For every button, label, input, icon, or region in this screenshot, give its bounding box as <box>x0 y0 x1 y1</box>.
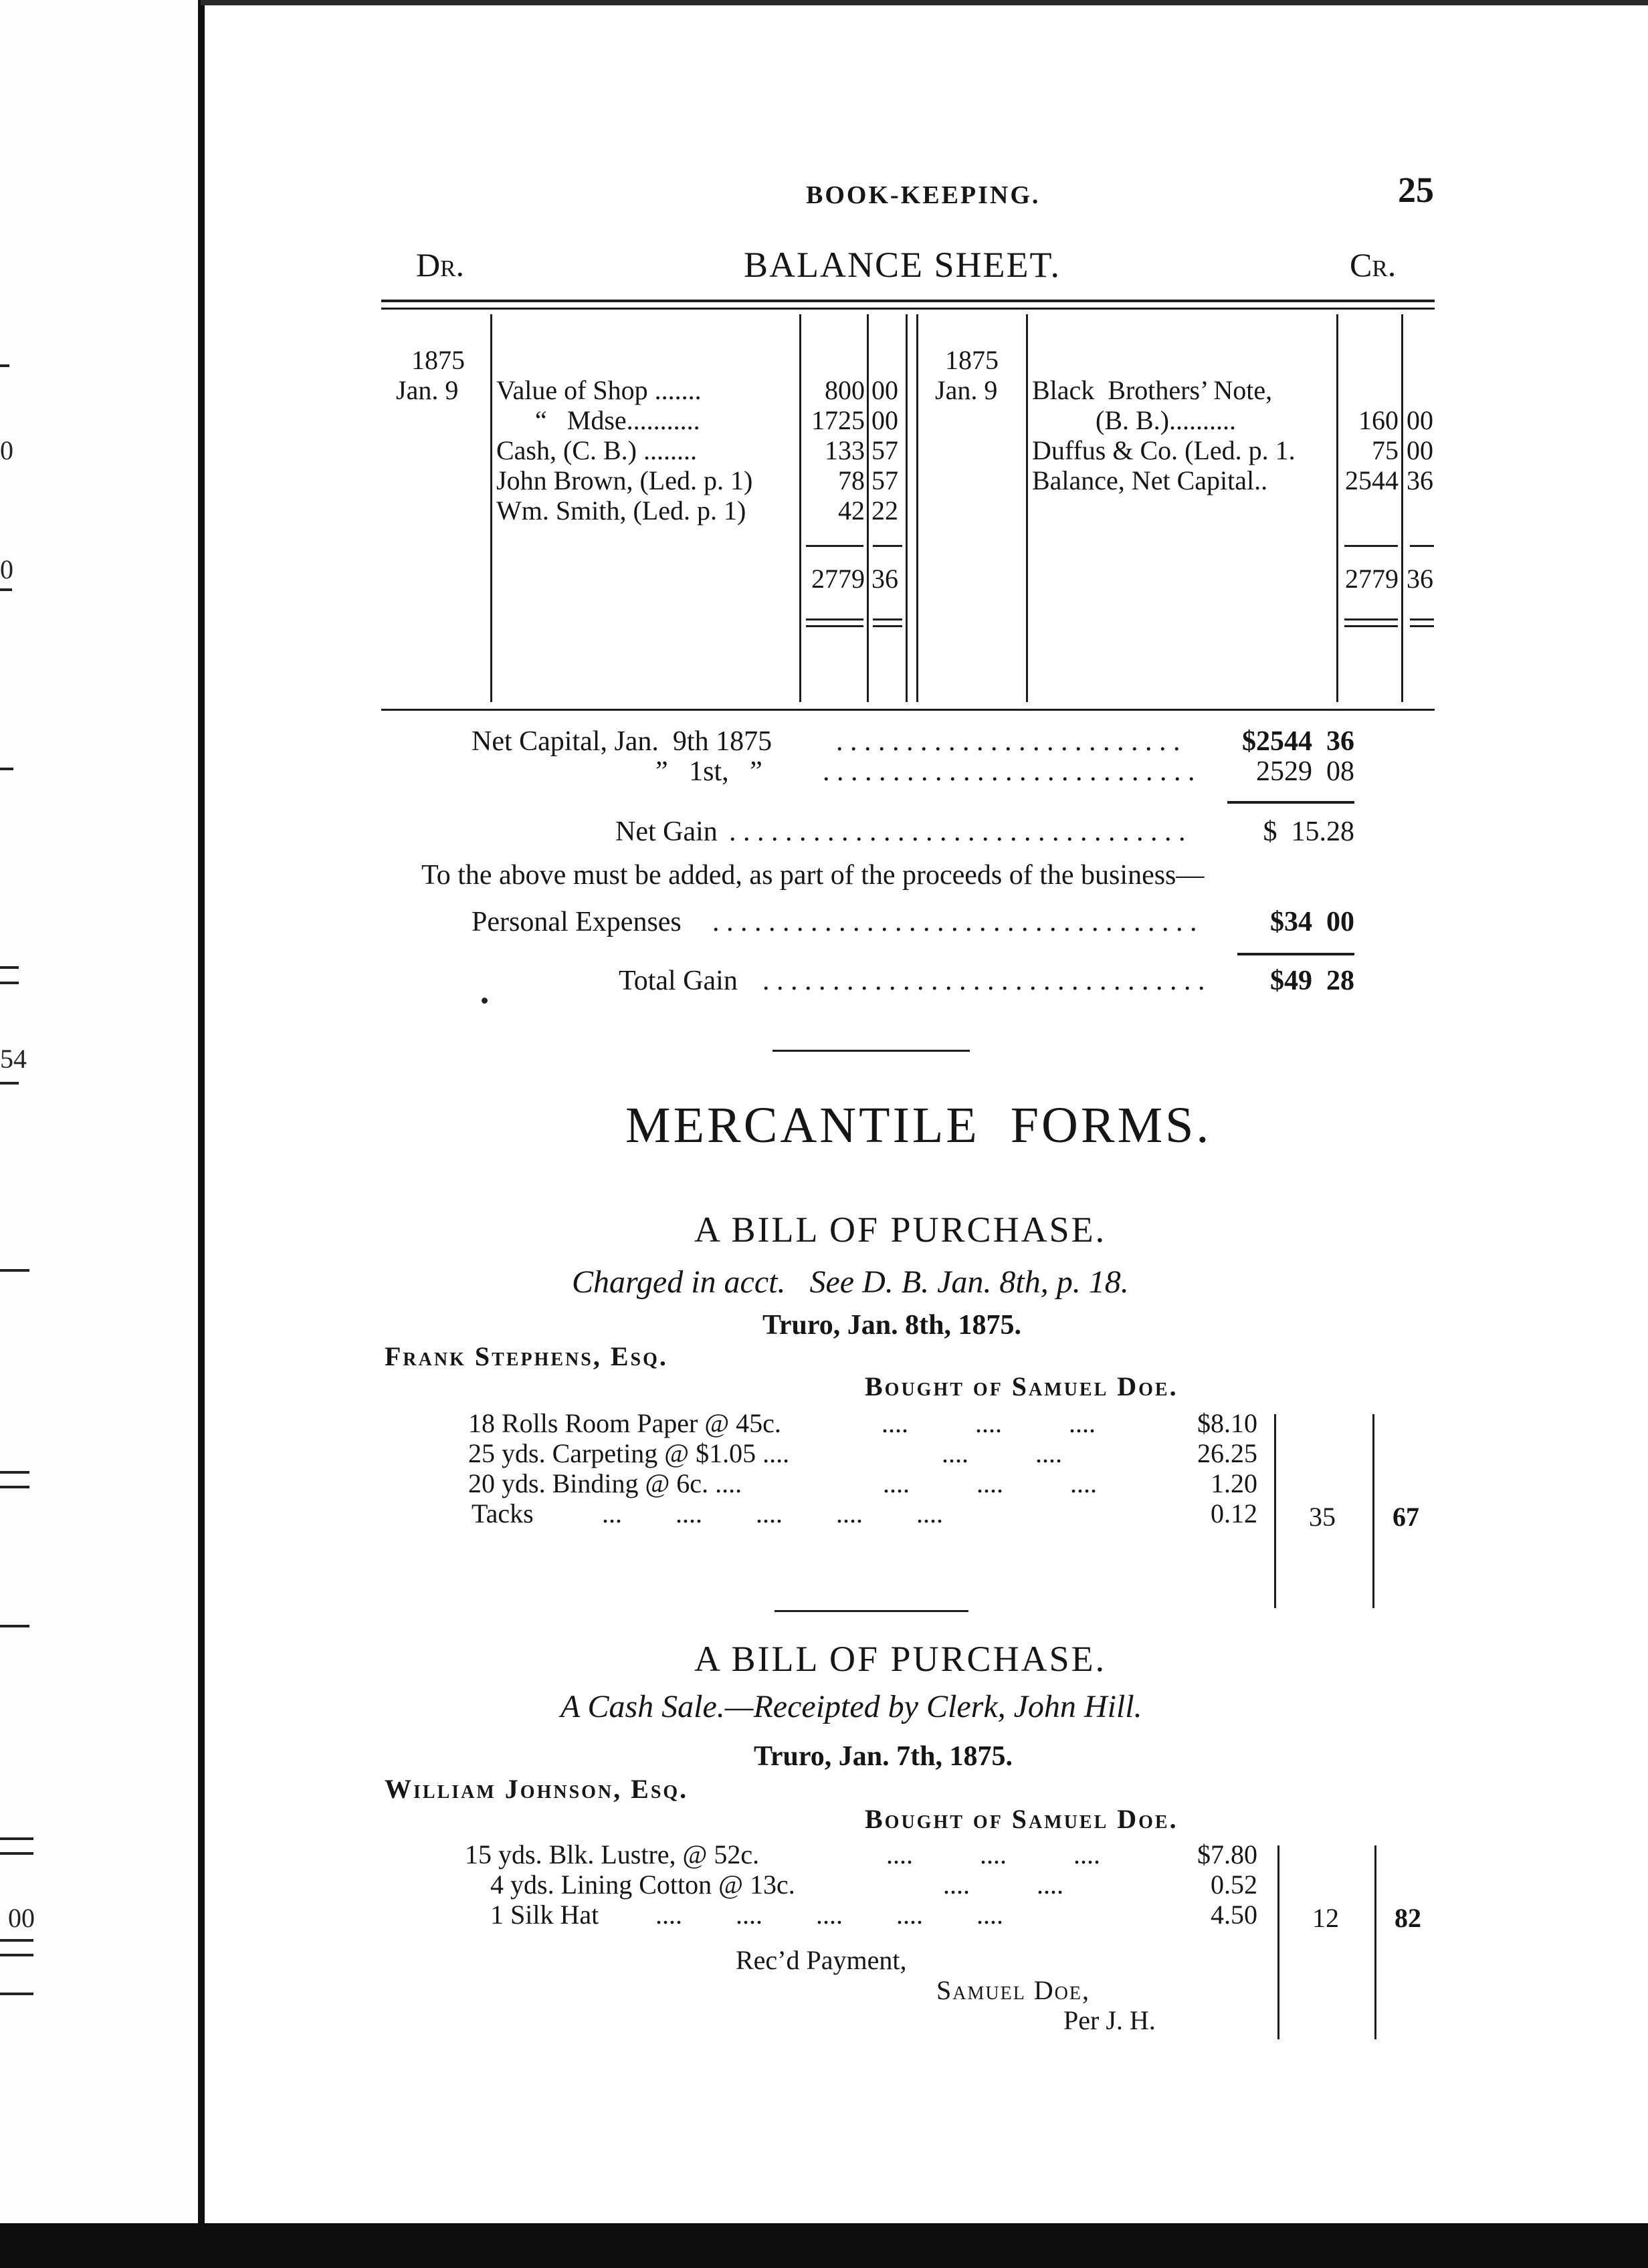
credit-entry-label: Balance, Net Capital.. <box>1032 465 1268 495</box>
credit-entry-cents: 00 <box>1407 435 1433 465</box>
sum-rule <box>1410 545 1434 547</box>
total-double-rule <box>1410 625 1434 627</box>
credit-date: Jan. 9 <box>935 375 998 405</box>
receipt-per: Per J. H. <box>1063 2005 1156 2035</box>
leader-dots: .... .... .... <box>883 1468 1097 1498</box>
margin-mark <box>0 1837 33 1840</box>
credit-entry-dollars: 160 <box>1358 405 1399 435</box>
credit-entry-cents: 00 <box>1407 405 1433 435</box>
bill-total-dollars: 35 <box>1309 1502 1336 1532</box>
bill-customer: William Johnson, Esq. <box>385 1774 689 1804</box>
bill-subtitle: Charged in acct. See D. B. Jan. 8th, p. 18. <box>572 1264 1129 1300</box>
sum-rule <box>1237 953 1354 955</box>
page-edge <box>198 0 205 2268</box>
bill-item-amount: 1.20 <box>1211 1468 1257 1498</box>
margin-mark <box>0 982 19 984</box>
top-edge <box>201 0 1648 5</box>
bill-item-amount: $8.10 <box>1197 1408 1257 1438</box>
table-top-rule <box>381 308 1435 310</box>
debit-entry-label: Value of Shop ....... <box>496 375 702 405</box>
total-double-rule <box>806 625 863 627</box>
margin-mark <box>0 1082 19 1085</box>
bill-total-cents: 82 <box>1395 1903 1421 1933</box>
net-capital-9th-value: $2544 36 <box>1242 726 1354 757</box>
margin-fragment: 00 <box>8 1903 35 1933</box>
debit-entry-cents: 22 <box>871 495 898 526</box>
bill-total-dollars: 12 <box>1312 1903 1339 1933</box>
net-gain-value: $ 15.28 <box>1263 816 1354 847</box>
column-rule <box>1374 1845 1376 2039</box>
section-divider <box>775 1610 968 1612</box>
column-rule <box>1372 1414 1374 1608</box>
bill-item: 25 yds. Carpeting @ $1.05 .... <box>468 1438 790 1468</box>
bill-customer: Frank Stephens, Esq. <box>385 1341 668 1371</box>
debit-entry-label: John Brown, (Led. p. 1) <box>496 465 753 495</box>
bill-title: A BILL OF PURCHASE. <box>694 1639 1107 1679</box>
margin-mark <box>0 1486 29 1488</box>
total-double-rule <box>873 618 902 620</box>
bill-item: 4 yds. Lining Cotton @ 13c. <box>490 1869 795 1900</box>
net-gain-label: Net Gain <box>615 816 718 847</box>
table-top-rule <box>381 300 1435 302</box>
leader-dots: . . . . . . . . . . . . . . . . . . . . . . . . . . . <box>823 756 1195 787</box>
credit-entry-label: Black Brothers’ Note, <box>1032 375 1273 405</box>
bill-item-amount: 26.25 <box>1197 1438 1257 1468</box>
margin-mark <box>0 1852 33 1855</box>
total-gain-value: $49 28 <box>1270 966 1354 996</box>
net-capital-1st-value: 2529 08 <box>1256 756 1354 787</box>
debit-entry-cents: 00 <box>871 375 898 405</box>
bill-place-date: Truro, Jan. 8th, 1875. <box>762 1310 1021 1341</box>
debit-year: 1875 <box>411 345 465 375</box>
leader-dots: . . . . . . . . . . . . . . . . . . . . . . . . . . . . . . . . <box>762 966 1205 996</box>
margin-mark <box>0 1939 33 1942</box>
credit-total-dollars: 2779 <box>1345 564 1399 594</box>
ink-dot <box>482 998 488 1004</box>
column-rule <box>1277 1845 1279 2039</box>
credit-entry-dollars: 75 <box>1372 435 1399 465</box>
bill-item: Tacks <box>472 1498 534 1528</box>
debit-entry-label: Wm. Smith, (Led. p. 1) <box>496 495 746 526</box>
column-rule <box>916 314 918 702</box>
bill-total-cents: 67 <box>1393 1502 1419 1532</box>
margin-fragment: 0 <box>0 554 13 584</box>
bill-item-amount: 0.12 <box>1211 1498 1257 1528</box>
leader-dots: . . . . . . . . . . . . . . . . . . . . . . . . . . . . . . . . . <box>729 816 1186 847</box>
receipt-signature: Samuel Doe, <box>936 1975 1091 2005</box>
credit-entry-dollars: 2544 <box>1345 465 1399 495</box>
debit-entry-dollars: 800 <box>825 375 865 405</box>
running-head: BOOK-KEEPING. <box>806 181 1041 209</box>
section-divider <box>772 1050 970 1052</box>
debit-total-cents: 36 <box>871 564 898 594</box>
column-rule <box>867 314 869 702</box>
margin-fragment: 54 <box>0 1044 27 1074</box>
sum-rule <box>1344 545 1398 547</box>
debit-entry-dollars: 78 <box>838 465 865 495</box>
margin-mark <box>0 1954 33 1956</box>
margin-mark <box>0 768 13 770</box>
margin-mark <box>0 1471 29 1474</box>
bill-title: A BILL OF PURCHASE. <box>694 1210 1107 1250</box>
total-double-rule <box>1344 618 1398 620</box>
sum-rule <box>873 545 902 547</box>
debit-total-dollars: 2779 <box>811 564 865 594</box>
leader-dots: . . . . . . . . . . . . . . . . . . . . . . . . . . . . . . . . . . . <box>712 907 1197 937</box>
total-double-rule <box>1410 618 1434 620</box>
net-capital-1st-label: ” 1st, ” <box>655 756 762 787</box>
margin-mark <box>0 588 12 591</box>
debit-entry-label: Cash, (C. B.) ........ <box>496 435 697 465</box>
leader-dots: . . . . . . . . . . . . . . . . . . . . . . . . . <box>836 726 1180 757</box>
page-number: 25 <box>1398 170 1434 210</box>
leader-dots: .... .... <box>942 1438 1062 1468</box>
total-double-rule <box>1344 625 1398 627</box>
bill-item: 15 yds. Blk. Lustre, @ 52c. <box>465 1839 760 1869</box>
margin-mark <box>0 364 9 367</box>
total-double-rule <box>806 618 863 620</box>
dr-label: Dr. <box>416 246 464 284</box>
balance-sheet-title: BALANCE SHEET. <box>744 245 1061 285</box>
total-gain-label: Total Gain <box>619 966 738 996</box>
leader-dots: .... .... <box>943 1869 1063 1900</box>
personal-expenses-value: $34 00 <box>1270 907 1354 937</box>
bill-item-amount: 0.52 <box>1211 1869 1257 1900</box>
debit-entry-cents: 57 <box>871 435 898 465</box>
bill-item: 18 Rolls Room Paper @ 45c. <box>468 1408 781 1438</box>
bill-item: 20 yds. Binding @ 6c. .... <box>468 1468 742 1498</box>
column-rule <box>490 314 492 702</box>
credit-entry-label: (B. B.).......... <box>1096 405 1236 435</box>
total-double-rule <box>873 625 902 627</box>
leader-dots: .... .... .... <box>882 1408 1096 1438</box>
margin-mark <box>0 1625 29 1627</box>
leader-dots: ... .... .... .... .... <box>602 1498 943 1528</box>
bill-seller: Bought of Samuel Doe. <box>865 1371 1178 1401</box>
debit-entry-dollars: 1725 <box>811 405 865 435</box>
leader-dots: .... .... .... .... .... <box>655 1900 1003 1930</box>
debit-entry-label: “ Mdse........... <box>535 405 700 435</box>
column-rule <box>906 314 908 702</box>
margin-mark <box>0 1269 29 1272</box>
bill-place-date: Truro, Jan. 7th, 1875. <box>754 1741 1013 1772</box>
column-rule <box>1336 314 1338 702</box>
credit-year: 1875 <box>945 345 999 375</box>
bill-item-amount: 4.50 <box>1211 1900 1257 1930</box>
column-rule <box>1274 1414 1276 1608</box>
bill-item-amount: $7.80 <box>1197 1839 1257 1869</box>
receipt-line: Rec’d Payment, <box>736 1945 907 1975</box>
debit-entry-dollars: 133 <box>825 435 865 465</box>
bill-seller: Bought of Samuel Doe. <box>865 1804 1178 1834</box>
cr-label: Cr. <box>1350 246 1397 284</box>
personal-expenses-label: Personal Expenses <box>472 907 682 937</box>
credit-entry-label: Duffus & Co. (Led. p. 1. <box>1032 435 1296 465</box>
credit-entry-cents: 36 <box>1407 465 1433 495</box>
summary-note: To the above must be added, as part of the proceeds of the business— <box>421 860 1205 891</box>
margin-fragment: 0 <box>0 435 13 465</box>
debit-entry-dollars: 42 <box>838 495 865 526</box>
bill-subtitle: A Cash Sale.—Receipted by Clerk, John Hill. <box>560 1689 1142 1724</box>
bill-item: 1 Silk Hat <box>490 1900 599 1930</box>
sum-rule <box>806 545 863 547</box>
bottom-edge <box>0 2223 1648 2268</box>
net-capital-9th-label: Net Capital, Jan. 9th 1875 <box>472 726 772 757</box>
debit-entry-cents: 57 <box>871 465 898 495</box>
margin-mark <box>0 1993 33 1995</box>
mercantile-forms-title: MERCANTILE FORMS. <box>625 1097 1212 1153</box>
leader-dots: .... .... .... <box>886 1839 1100 1869</box>
credit-total-cents: 36 <box>1407 564 1433 594</box>
margin-mark <box>0 966 19 969</box>
debit-entry-cents: 00 <box>871 405 898 435</box>
sum-rule <box>1227 801 1354 804</box>
debit-date: Jan. 9 <box>396 375 459 405</box>
column-rule <box>1026 314 1028 702</box>
table-bottom-rule <box>381 709 1435 711</box>
column-rule <box>1401 314 1403 702</box>
